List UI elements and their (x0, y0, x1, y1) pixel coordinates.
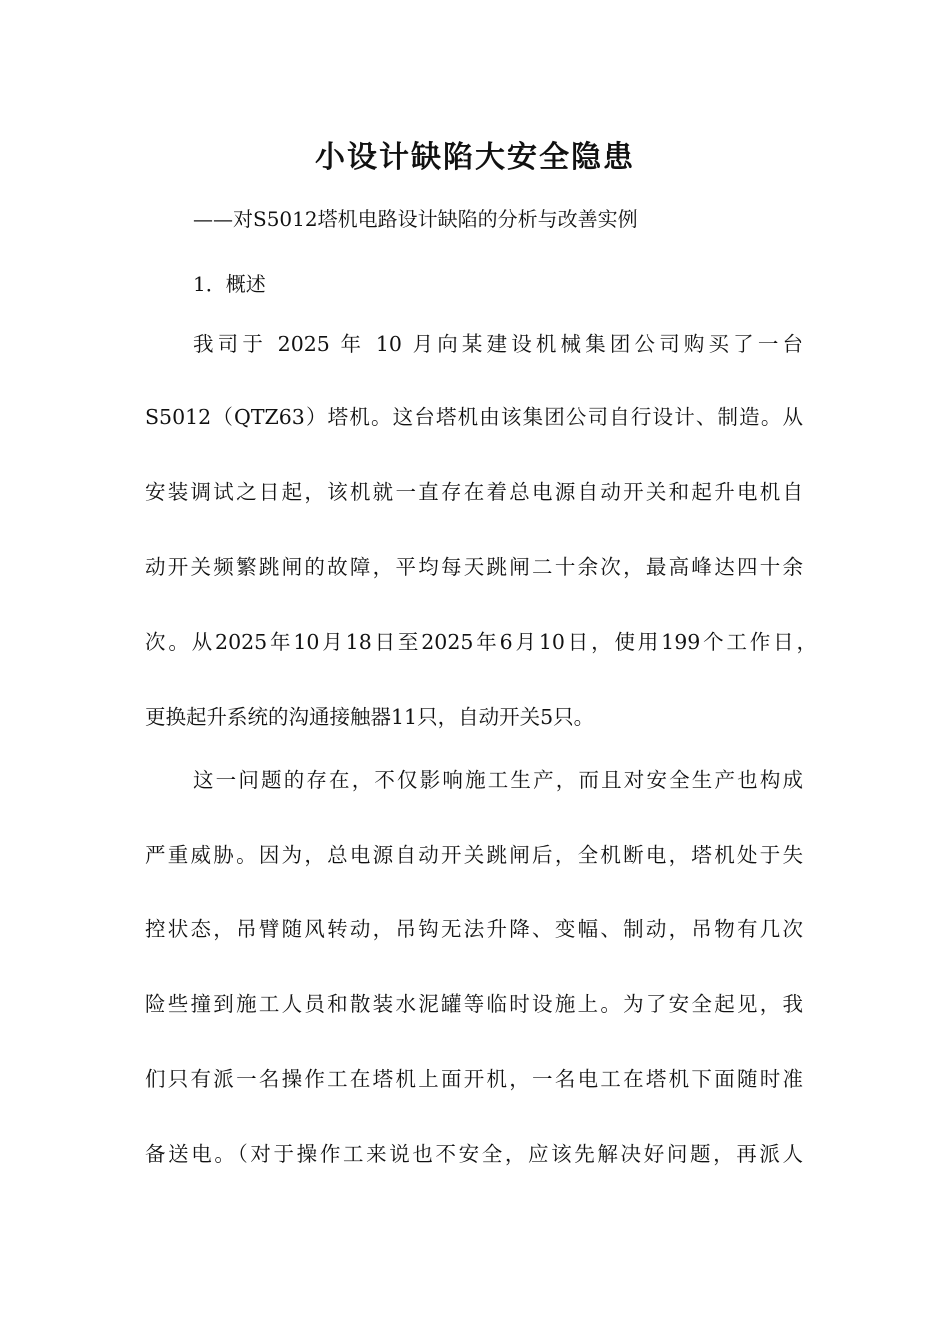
paragraph-2-line-4: 险些撞到施工人员和散装水泥罐等临时设施上。为了安全起见，我 (145, 992, 803, 1016)
paragraph-2-line-2: 严重威胁。因为，总电源自动开关跳闸后，全机断电，塔机处于失 (145, 843, 803, 867)
paragraph-2-line-5: 们只有派一名操作工在塔机上面开机，一名电工在塔机下面随时准 (145, 1067, 803, 1091)
paragraph-1-line-1: 我司于 2025 年 10 月向某建设机械集团公司购买了一台 (193, 332, 803, 356)
paragraph-1-line-4: 动开关频繁跳闸的故障，平均每天跳闸二十余次，最高峰达四十余 (145, 555, 803, 579)
paragraph-1-line-3: 安装调试之日起，该机就一直存在着总电源自动开关和起升电机自 (145, 480, 803, 504)
paragraph-2-line-6: 备送电。（对于操作工来说也不安全，应该先解决好问题，再派人 (145, 1142, 803, 1166)
paragraph-1-line-5: 次。从2025年10月18日至2025年6月10日，使用199个工作日， (145, 630, 817, 654)
paragraph-1-line-6: 更换起升系统的沟通接触器11只，自动开关5只。 (145, 705, 595, 729)
paragraph-2-line-3: 控状态，吊臂随风转动，吊钩无法升降、变幅、制动，吊物有几次 (145, 917, 803, 941)
document-title: 小设计缺陷大安全隐患 (315, 140, 635, 175)
paragraph-2-line-1: 这一问题的存在，不仅影响施工生产，而且对安全生产也构成 (193, 768, 803, 792)
section-heading: 1．概述 (193, 272, 266, 296)
document-subtitle: ——对S5012塔机电路设计缺陷的分析与改善实例 (193, 207, 638, 231)
paragraph-1-line-2: S5012（QTZ63）塔机。这台塔机由该集团公司自行设计、制造。从 (145, 405, 803, 429)
